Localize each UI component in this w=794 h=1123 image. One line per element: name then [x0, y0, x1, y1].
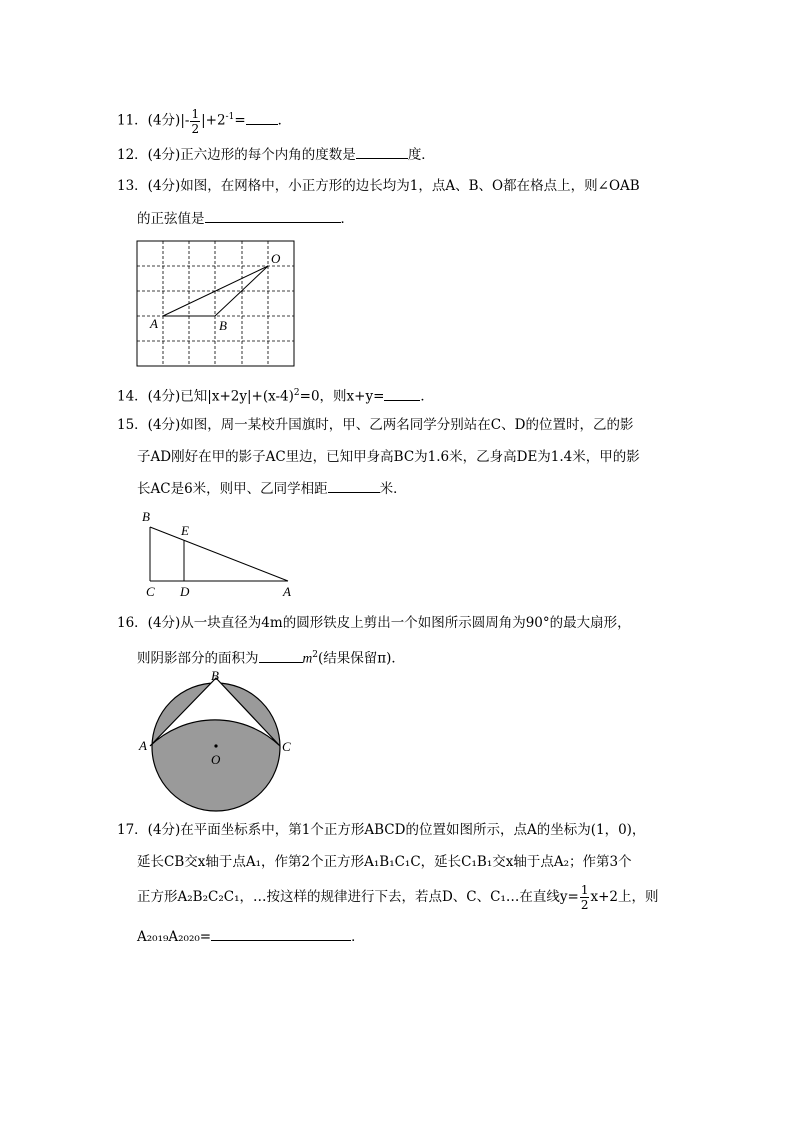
label-D: D: [180, 584, 190, 599]
label-C: C: [146, 584, 155, 599]
grid-figure-13: [136, 238, 298, 370]
answer-blank-15[interactable]: [328, 478, 380, 493]
sector-figure-16: [136, 665, 301, 815]
question-11: 11．(4分)|- $\frac{1}{2}$ $|+2^{-1}=$ ．: [117, 106, 292, 136]
answer-blank-16[interactable]: [259, 648, 303, 663]
label-A: A: [283, 584, 291, 599]
question-16-line2: 则阴影部分的面积为 $m^2$(结果保留π)．: [137, 645, 405, 669]
shadow-figure-15: [136, 506, 301, 601]
question-12: 12．(4分)正六边形的每个内角的度数是 度．: [117, 144, 435, 165]
question-15-line2: 子AD刚好在甲的影子AC里边，已知甲身高BC为1.6米，乙身高DE为1.4米，甲的影: [137, 449, 640, 465]
label-A: A: [150, 316, 158, 331]
label-A: A: [139, 738, 147, 753]
question-15-line3: 长AC是6米，则甲、乙同学相距 米．: [137, 478, 407, 499]
label-B: B: [219, 318, 227, 333]
center-point: [214, 744, 217, 747]
question-17-line1: 17．(4分)在平面坐标系中，第1个正方形ABCD的位置如图所示，点A的坐标为(1，0)，: [117, 822, 646, 838]
label-O: O: [211, 752, 221, 767]
label-B: B: [142, 509, 150, 524]
fraction-half: $\frac{1}{2}$: [580, 883, 589, 912]
answer-blank-11[interactable]: [246, 110, 278, 125]
answer-blank-14[interactable]: [384, 386, 420, 401]
shadow-triangle: [150, 527, 288, 581]
question-14: 14．(4分)已知$|x+2y|+(x-4)^2=0$，则x+y= ．: [117, 383, 434, 407]
question-13-line2: 的正弦值是 ．: [137, 208, 354, 229]
question-17-line3: 正方形A₂B₂C₂C₁，…按这样的规律进行下去，若点D、C、C₁…在直线y= $\frac{1}{2}$ x+2上，则: [137, 883, 659, 912]
label-E: E: [181, 523, 189, 538]
answer-blank-13[interactable]: [205, 208, 341, 223]
label-C: C: [282, 739, 291, 754]
question-17-line2: 延长CB交x轴于点A₁，作第2个正方形A₁B₁C₁C，延长C₁B₁交x轴于点A₂；作第3个: [137, 854, 632, 870]
label-B: B: [211, 668, 219, 683]
fraction-half: $\frac{1}{2}$: [191, 106, 200, 136]
answer-blank-12[interactable]: [356, 144, 408, 159]
question-13-line1: 13．(4分)如图，在网格中，小正方形的边长均为1，点A、B、O都在格点上，则∠OAB: [117, 178, 640, 194]
label-O: O: [271, 251, 281, 266]
answer-blank-17[interactable]: [211, 926, 351, 941]
question-16-line1: 16．(4分)从一块直径为4m的圆形铁皮上剪出一个如图所示圆周角为90°的最大扇形，: [117, 615, 631, 631]
question-15-line1: 15．(4分)如图，周一某校升国旗时，甲、乙两名同学分别站在C、D的位置时，乙的影: [117, 417, 634, 433]
question-17-line4: A₂₀₁₉A₂₀₂₀= ．: [137, 926, 365, 947]
